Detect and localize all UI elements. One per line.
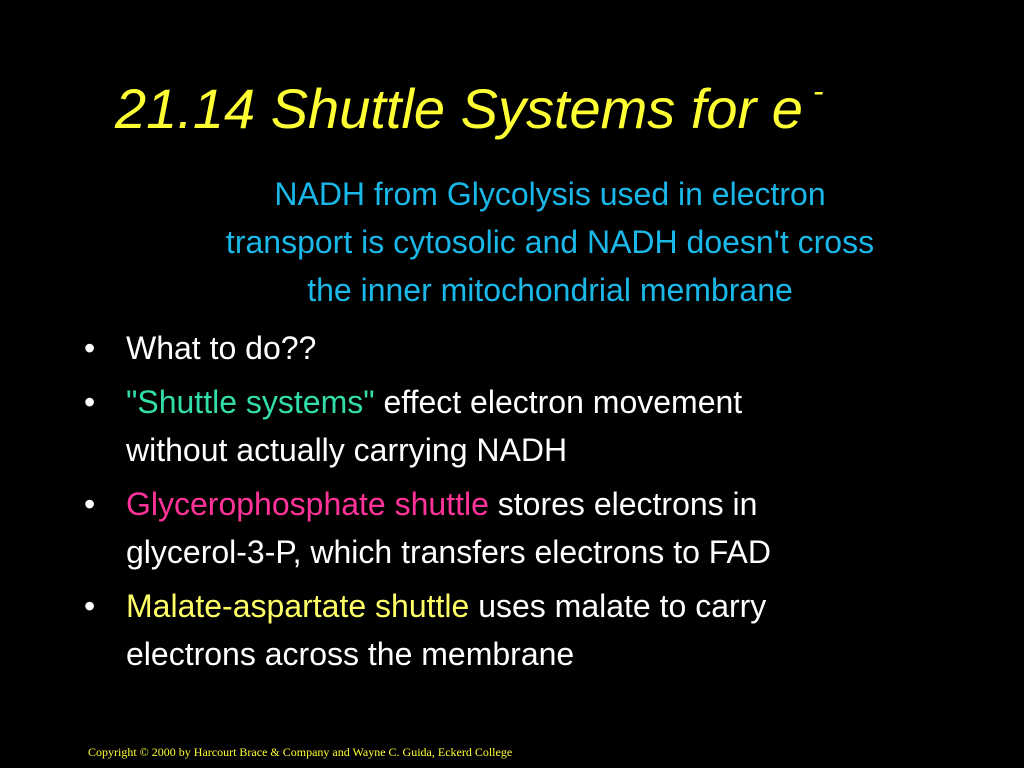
intro-line: transport is cytosolic and NADH doesn't cross [225,224,875,260]
intro-line: the inner mitochondrial membrane [307,272,793,308]
bullet-text: effect electron movement [374,384,743,420]
slide-title-superscript: - [812,73,824,109]
intro-paragraph [90,170,1010,314]
slide-title [115,74,824,152]
bullet-marker: • [84,384,96,420]
highlight-term: Glycerophosphate shuttle [126,486,489,522]
bullet-list [84,324,1014,684]
highlight-term: Malate-aspartate shuttle [126,588,470,624]
bullet-line [126,582,1014,630]
bullet-item-malate-aspartate [84,582,1014,678]
highlight-term: "Shuttle systems" [126,384,375,420]
copyright-footer: Copyright © 2000 by Harcourt Brace & Company and Wayne C. Guida, Eckerd College [88,745,513,759]
bullet-marker: • [84,330,96,366]
bullet-item-what-to-do [84,324,1014,372]
intro-line: NADH from Glycolysis used in electron [274,176,826,212]
bullet-text: stores electrons in [488,486,758,522]
bullet-item-shuttle-systems [84,378,1014,474]
bullet-marker: • [84,588,96,624]
bullet-line [126,378,1014,426]
bullet-line [126,480,1014,528]
bullet-text: uses malate to carry [469,588,767,624]
bullet-item-glycerophosphate [84,480,1014,576]
bullet-text: glycerol-3-P, which transfers electrons to FAD [126,534,771,570]
slide-title-text: 21.14 Shuttle Systems for e [115,77,803,140]
bullet-text: What to do?? [126,330,317,366]
bullet-text: electrons across the membrane [126,636,575,672]
bullet-text: without actually carrying NADH [126,432,568,468]
bullet-marker: • [84,486,96,522]
